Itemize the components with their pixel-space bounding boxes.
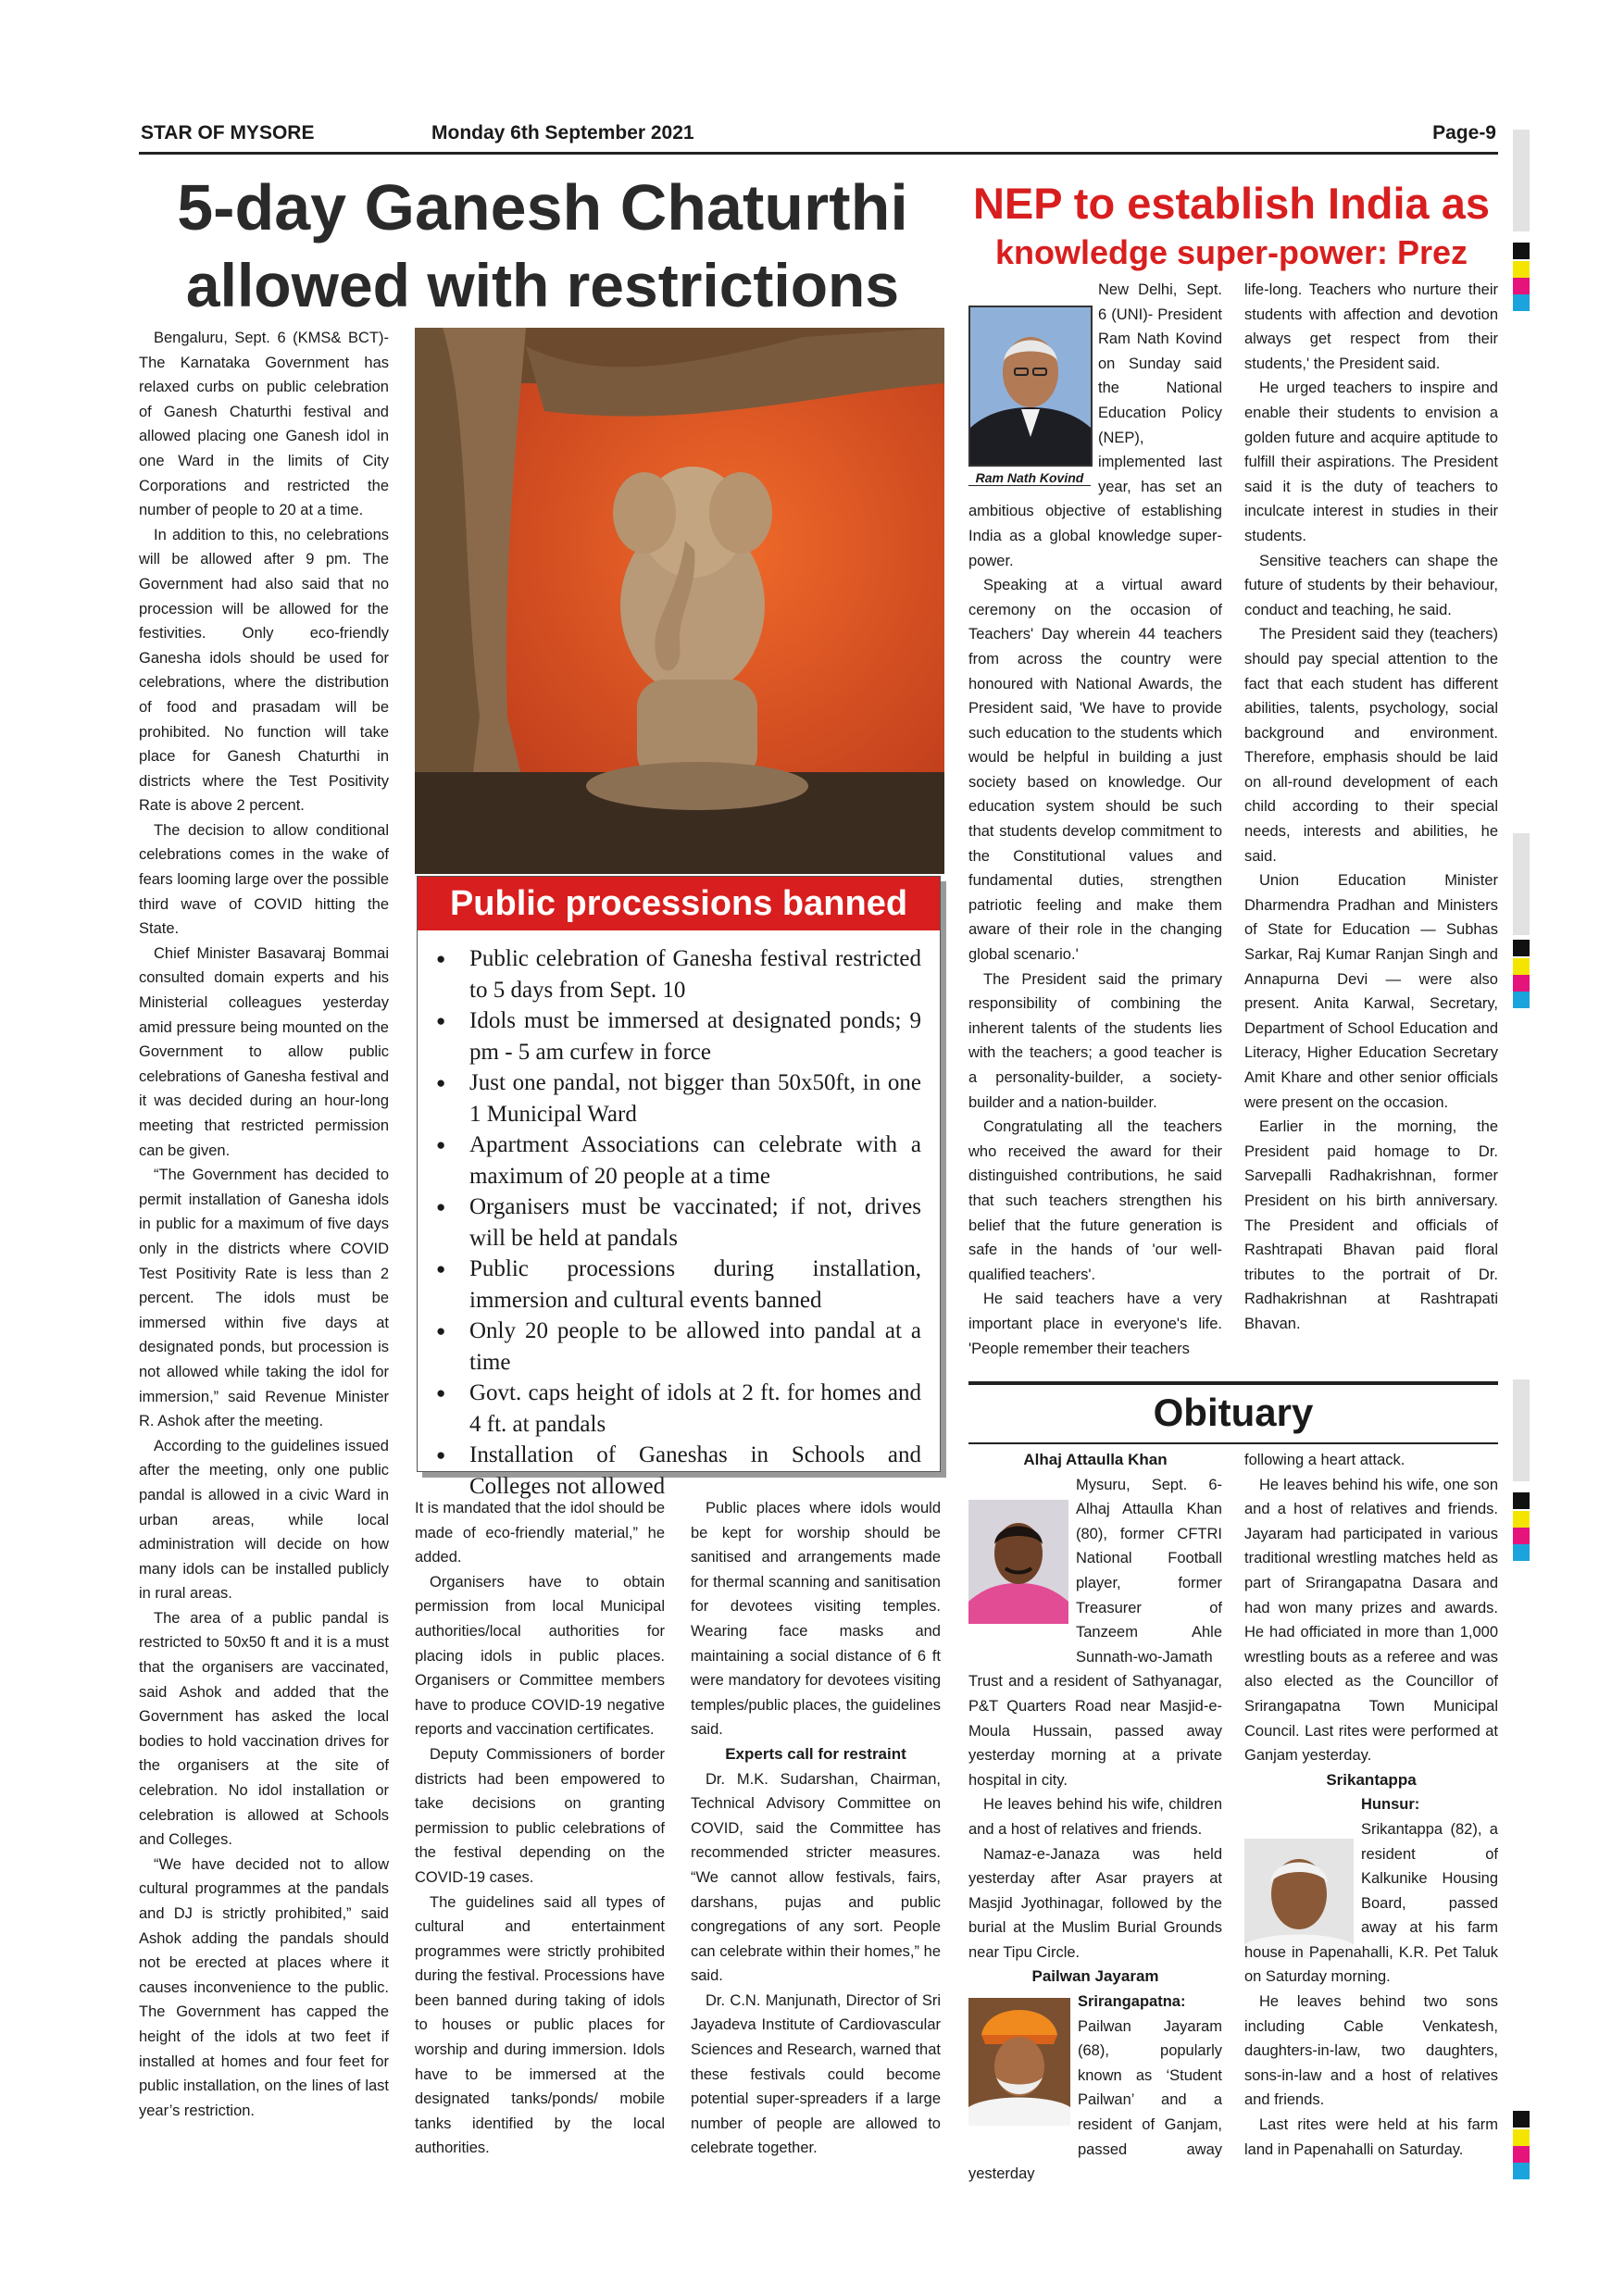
registration-yellow [1513,1511,1530,1528]
obituary-title: Obituary [1153,1391,1314,1434]
nep-column-2 [1244,278,1498,1337]
photo-wrap-space [1244,1792,1361,1939]
obituary-name-jayaram: Pailwan Jayaram [1031,1967,1159,1986]
ganesh-idol-illustration [415,328,944,874]
paragraph: The President said the primary responsibility of combining the inherent talents of the students lies with the teachers; a good teacher is a personality-builder, a society-builder and a nation-builder. [968,970,1222,1111]
paragraph: Organisers have to obtain permission from local Municipal authorities/local authorities for placing idols in public places. Organisers or Committee members have to produce COVID-19 negative reports and vaccination certificates. [415,1573,665,1739]
public-processions-box [417,876,941,1499]
restriction-item: ● Organisers must be vaccinated; if not, drives will be held at pandals [432,1192,921,1254]
paragraph: He urged teachers to inspire and enable their students to envision a golden future and acquire aptitude to fulfill their aspirations. The President said it is the duty of teachers to inculcate interest in studies in their students. [1244,380,1498,544]
box-title: Public processions banned [418,877,940,930]
restriction-item: ● Only 20 people to be allowed into pandal at a time [432,1316,921,1378]
registration-black [1513,1492,1530,1509]
paragraph: The President said they (teachers) should pay special attention to the fact that each student has different abilities, talents, psychology, social background and environment. Therefore, emphasis should be laid on all-round development of each child according to their special needs, interests and abilities, he said. [1244,626,1498,865]
registration-magenta [1513,1528,1530,1544]
paragraph: following a heart attack. [1244,1452,1405,1468]
nep-headline [965,176,1498,274]
restriction-item: ● Installation of Ganeshas in Schools and Colleges not allowed [432,1440,921,1502]
nep-headline-line1: NEP to establish India as [972,179,1491,228]
kovind-caption: Ram Nath Kovind [968,470,1091,486]
photo-wrap-space [968,1990,1078,2162]
paragraph: The guidelines said all types of cultural and entertainment programmes were strictly prohibited during the festival. Processions have been banned during taking of idols to houses or public places for worship and during immersion. Idols have to be immersed at the designated tanks/ponds/ mobile tanks identified by the local authorities. [415,1893,665,2157]
paragraph: He leaves behind two sons including Cable Venkatesh, daughters-in-law, two daughters, sons-in-law and a host of relatives and friends. [1244,1993,1498,2109]
restriction-item: ● Apartment Associations can celebrate with a maximum of 20 people at a time [432,1129,921,1192]
ganesh-idol-photo [415,328,944,874]
obituary-top-rule [968,1381,1498,1385]
photo-wrap-space [968,1473,1076,1649]
nep-column-1 [968,278,1222,1361]
registration-yellow [1513,958,1530,975]
paragraph: He said teachers have a very important place in everyone's life. 'People remember their teachers [968,1291,1222,1357]
registration-yellow [1513,261,1530,278]
registration-bar [1513,833,1530,935]
restriction-item: ● Govt. caps height of idols at 2 ft. for homes and 4 ft. at pandals [432,1378,921,1440]
registration-magenta [1513,2146,1530,2163]
ganesh-column-3 [691,1496,941,2161]
ganesh-headline-line1: 5-day Ganesh Chaturthi [177,171,908,243]
registration-black [1513,2111,1530,2128]
registration-bar [1513,1379,1530,1481]
ganesh-column-2 [415,1496,665,2161]
registration-cyan [1513,1544,1530,1561]
paragraph: New Delhi, Sept. 6 (UNI)- President Ram Nath Kovind on Sunday said the National Education Policy (NEP), implemented last year, has set an ambitious objective of establishing India as a global knowledge super-power. [968,281,1222,569]
obituary-text: Pailwan Jayaram (68), popularly known as ‘Student Pailwan’ and a resident of Ganjam, passed away yesterday [968,2017,1222,2183]
ganesh-headline-line2: allowed with restrictions [185,251,900,319]
registration-bar [1513,130,1530,231]
place-label: Srirangapatna: [1078,1993,1186,2011]
registration-cyan [1513,992,1530,1008]
experts-subheading: Experts call for restraint [725,1744,906,1763]
issue-date: Monday 6th September 2021 [431,122,694,144]
masthead [139,119,1498,155]
registration-yellow [1513,2129,1530,2146]
page-number: Page-9 [1432,122,1496,144]
ganesh-column-1 [139,326,389,2123]
paragraph: Earlier in the morning, the President paid homage to Dr. Sarvepalli Radhakrishnan, former President on his birth anniversary. The President and officials of Rashtrapati Bhavan paid floral tributes to the portrait of Dr. Radhakrishnan at Rashtrapati Bhavan. [1244,1118,1498,1332]
registration-cyan [1513,2163,1530,2179]
obituary-name-attaulla: Alhaj Attaulla Khan [1023,1451,1168,1468]
registration-magenta [1513,278,1530,294]
paragraph: Speaking at a virtual award ceremony on the occasion of Teachers' Day wherein 44 teachers from across the country were honoured with National Awards, the President said, 'We have to provide such education to the students which would be helpful in building a just society based on knowledge. Our education system should be such that students develop commitment to the Constitutional values and fundamental duties, strengthen patriotic feeling and make them aware of their role in the changing global scenario.' [968,577,1222,964]
paragraph: According to the guidelines issued after the meeting, only one public pandal is allowed in a civic Ward in urban areas, while local administration will decide on how many idols can be installed publicly in rural areas. [139,1437,389,1603]
obituary-text: Srikantappa (82), a resident of Kalkunike Housing Board, passed away at his farm house in Papenahalli, K.R. Pet Taluk on Saturday morning. [1244,1820,1498,1986]
paragraph: He leaves behind his wife, children and a host of relatives and friends. [968,1796,1222,1838]
restriction-item: ● Public processions during installation, immersion and cultural events banned [432,1254,921,1316]
obituary-bottom-rule [968,1442,1498,1444]
registration-black [1513,243,1530,259]
paragraph: In addition to this, no celebrations will be allowed after 9 pm. The Government had also said that no procession will be allowed for the festivities. Only eco-friendly Ganesha idols should be used for celebrations, where the distribution of food and prasadam will be prohibited. No function will take place for Ganesh Chaturthi in districts where the Test Positivity Rate is above 2 percent. [139,526,389,815]
obituary-name-srikantappa: Srikantappa [1326,1770,1417,1789]
paragraph: Chief Minister Basavaraj Bommai consulted domain experts and his Ministerial colleagues yesterday amid pressure being mounted on the Government to allow public celebrations of Ganesha festival and it was decided during an hour-long meeting that restricted permission can be given. [139,944,389,1159]
obituary-column-1 [968,1448,1222,2187]
paragraph: life-long. Teachers who nurture their students with affection and devotion always get respect from their students,' the President said. [1244,281,1498,372]
paragraph: Last rites were held at his farm land in Papenahalli on Saturday. [1244,2116,1498,2158]
paragraph: “The Government has decided to permit installation of Ganesha idols in public for a maximum of five days only in the districts where COVID Test Positivity Rate is less than 2 percent. The idols must be immersed within five days at designated ponds, but procession is not allowed while taking the idol for immersion,” said Revenue Minister R. Ashok after the meeting. [139,1167,389,1430]
registration-cyan [1513,294,1530,311]
nep-headline-line2: knowledge super-power: Prez [994,233,1468,271]
restriction-item: ● Public celebration of Ganesha festival restricted to 5 days from Sept. 10 [432,943,921,1005]
paragraph: Namaz-e-Janaza was held yesterday after Asar prayers at Masjid Jyothinagar, followed by the burial at the Muslim Burial Grounds near Tipu Circle. [968,1845,1222,1961]
ganesh-headline [139,168,946,324]
paragraph: “We have decided not to allow cultural programmes at the pandals and DJ is strictly prohibited,” said Ashok adding the pandals should not be erected at places where it causes inconvenience to the public. The Government has capped the height of the idols at two feet if installed at homes and four feet for public installation, on the lines of last year’s restriction. [139,1855,389,2119]
paragraph: The area of a public pandal is restricted to 50x50 ft and it is a must that the organisers are vaccinated, said Ashok and added that the Government has asked the local bodies to hold vaccination drives for the organisers at the site of celebration. No idol installation or celebration is allowed at Schools and Colleges. [139,1609,389,1849]
paragraph: Deputy Commissioners of border districts had been empowered to take decisions on granting permission to public celebrations of the festival depending on the COVID-19 cases. [415,1745,665,1886]
restrictions-list [418,930,940,1502]
restriction-item: ● Idols must be immersed at designated ponds; 9 pm - 5 am curfew in force [432,1005,921,1067]
registration-black [1513,940,1530,956]
photo-wrap-space [968,278,1098,496]
paragraph: Dr. C.N. Manjunath, Director of Sri Jayadeva Institute of Cardiovascular Sciences and Research, warned that these festivals could become potential super-spreaders if a large number of people are allowed to celebrate together. [691,1991,941,2157]
registration-magenta [1513,975,1530,992]
paragraph: Dr. M.K. Sudarshan, Chairman, Technical Advisory Committee on COVID, said the Committee has recommended stricter measures. “We cannot allow festivals, fairs, darshans, pujas and public congregations of any sort. People can celebrate within their homes,” he said. [691,1770,941,1985]
paper-name: STAR OF MYSORE [141,122,315,144]
paragraph: Bengaluru, Sept. 6 (KMS& BCT)- The Karnataka Government has relaxed curbs on public celebration of Ganesh Chaturthi festival and allowed placing one Ganesh idol in one Ward in the limits of City Corporations and restricted the number of people to 20 at a time. [139,330,389,519]
paragraph: Congratulating all the teachers who received the award for their distinguished contributions, he said that such teachers strengthen his belief that the future generation is safe in the hands of 'our well-qualified teachers'. [968,1118,1222,1283]
paragraph: Public places where idols would be kept for worship should be sanitised and arrangements made for thermal scanning and sanitisation for devotees visiting temples. Wearing face masks and maintaining a social distance of 6 ft were mandatory for devotees visiting temples/public places, the guidelines said. [691,1500,941,1739]
place-label: Hunsur: [1361,1796,1420,1814]
paragraph: The decision to allow conditional celebrations comes in the wake of fears looming large over the possible third wave of COVID hitting the State. [139,821,389,938]
restriction-item: ● Just one pandal, not bigger than 50x50ft, in one 1 Municipal Ward [432,1067,921,1129]
paragraph: Sensitive teachers can shape the future of students by their behaviour, conduct and teaching, he said. [1244,552,1498,618]
paragraph: Union Education Minister Dharmendra Pradhan and Ministers of State for Education — Subhas Sarkar, Raj Kumar Ranjan Singh and Annapurna Devi — were also present. Anita Karwal, Secretary, Department of School Education and Literacy, Higher Education Secretary Amit Khare and other senior officials were present on the occasion. [1244,872,1498,1111]
paragraph: He leaves behind his wife, one son and a host of relatives and friends. Jayaram had participated in various traditional wrestling matches held as part of Srirangapatna Dasara and had won many prizes and awards. He had officiated in more than 1,000 wrestling bouts as a referee and was also elected as the Councillor of Srirangapatna Town Municipal Council. Last rites were performed at Ganjam yesterday. [1244,1476,1498,1765]
paragraph: Mysuru, Sept. 6- Alhaj Attaulla Khan (80), former CFTRI National Football player, former Treasurer of Tanzeem Ahle Sunnath-wo-Jamath Trust and a resident of Sathyanagar, P&T Quarters Road near Masjid-e-Moula Hussain, passed away yesterday morning at a private hospital in city. [968,1476,1222,1789]
paragraph: It is mandated that the idol should be made of eco-friendly material,” he added. [415,1500,665,1566]
obituary-column-2 [1244,1448,1498,2162]
